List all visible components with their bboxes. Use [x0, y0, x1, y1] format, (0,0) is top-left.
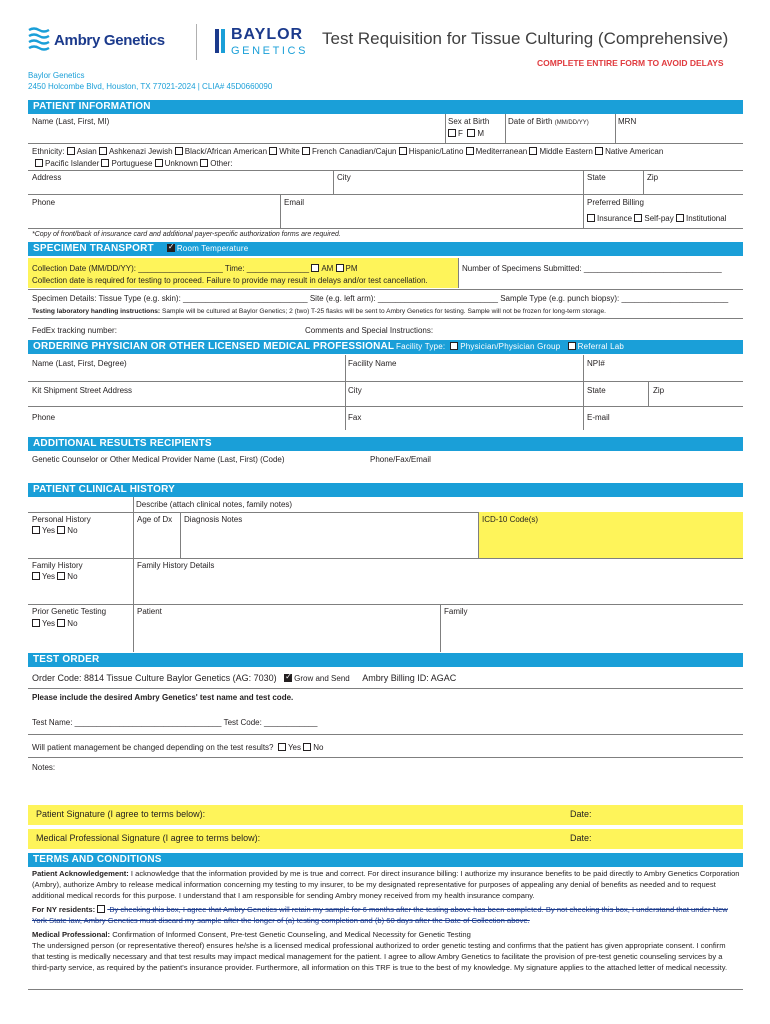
- icd-label: ICD-10 Code(s): [482, 515, 539, 524]
- physician-state-label: State: [587, 386, 606, 395]
- family-no-checkbox[interactable]: [57, 572, 65, 580]
- medical-prof: Medical Professional: Confirmation of Informed Consent, Pre-test Genetic Counseling, and Medical Necessity for Genetic Testing: [32, 930, 471, 939]
- prior-family-label: Family: [444, 607, 468, 616]
- baylor-mark-icon: [215, 29, 225, 53]
- ambry-brand: Ambry Genetics: [54, 32, 165, 49]
- prior-patient-label: Patient: [137, 607, 162, 616]
- baylor-logo: [215, 24, 309, 60]
- alert-text: COMPLETE ENTIRE FORM TO AVOID DELAYS: [537, 58, 724, 68]
- am-checkbox[interactable]: [311, 264, 319, 272]
- physician-fax-label: Fax: [348, 413, 362, 422]
- ambry-wave-icon: [28, 26, 50, 52]
- handling-instructions: Testing laboratory handling instructions: Sample will be cultured at Baylor Genetics; 2 (two) T-25 flasks will be sent to Ambry Genetics for testing. Sample will not be frozen for long-term storage.: [32, 308, 606, 315]
- family-history-label: Family History: [32, 561, 83, 570]
- describe-label: Describe (attach clinical notes, family notes): [136, 500, 293, 509]
- physician-name-label: Name (Last, First, Degree): [32, 359, 127, 368]
- facility-name-label: Facility Name: [348, 359, 397, 368]
- physician-group-checkbox[interactable]: [450, 342, 458, 350]
- include-test-note: Please include the desired Ambry Genetics' test name and test code.: [32, 693, 294, 702]
- baylor-brand-top: BAYLOR: [231, 26, 304, 43]
- billing-insurance-checkbox[interactable]: [587, 214, 595, 222]
- grow-send-checkbox[interactable]: [284, 674, 292, 682]
- baylor-brand-bottom: GENETICS: [231, 45, 309, 57]
- address-label: Address: [32, 173, 62, 182]
- physician-zip-label: Zip: [653, 386, 665, 395]
- patient-date-label: Date:: [570, 809, 592, 819]
- num-specimens[interactable]: Number of Specimens Submitted: _______________________________: [462, 264, 722, 273]
- dob-label: Date of Birth (MM/DD/YY): [508, 117, 589, 126]
- sex-label: Sex at Birth: [448, 117, 490, 126]
- personal-yes-checkbox[interactable]: [32, 526, 40, 534]
- physician-email-label: E-mail: [587, 413, 610, 422]
- test-name-line[interactable]: Test Name: _________________________________ Test Code: ____________: [32, 718, 318, 727]
- medical-text: The undersigned person (or representative thereof) ensures he/she is a licensed medical professional authorized to order genetic testing and confirms that the patient has given appropriate consent. I confirm that testing is medically necessary and that test results may impact medical management for the patient. I agree to allow Ambry Genetics to facilitate the provision of pre-test genetic counseling services by a third-party service, as required by the patient's insurance provider. Furthermore, all information on this TRF is true to the best of my knowledge. My signature applies to the attached letter of medical necessity.: [32, 941, 728, 972]
- collection-required: Collection date is required for testing to proceed. Failure to provide may result in delays and/or test cancellation.: [32, 276, 428, 285]
- prior-yes-checkbox[interactable]: [32, 619, 40, 627]
- collection-date-line[interactable]: Collection Date (MM/DD/YY): ___________________ Time: ______________ AM PM: [32, 264, 358, 273]
- ethnicity-mediterranean-checkbox[interactable]: [466, 147, 474, 155]
- npi-label: NPI#: [587, 359, 605, 368]
- terms-body: [32, 868, 740, 973]
- pm-checkbox[interactable]: [336, 264, 344, 272]
- prior-no-checkbox[interactable]: [57, 619, 65, 627]
- city-label: City: [337, 173, 351, 182]
- ethnicity-ashkenazi-checkbox[interactable]: [99, 147, 107, 155]
- ethnicity-row-2: Pacific Islander Portuguese Unknown Other:: [35, 159, 232, 168]
- mrn-label: MRN: [618, 117, 637, 126]
- billing-selfpay-checkbox[interactable]: [634, 214, 642, 222]
- medical-signature-label: Medical Professional Signature (I agree to terms below):: [36, 833, 261, 843]
- ethnicity-other-checkbox[interactable]: [200, 159, 208, 167]
- sex-f-checkbox[interactable]: [448, 129, 456, 137]
- physician-header: ORDERING PHYSICIAN OR OTHER LICENSED MEDICAL PROFESSIONAL Facility Type: Physician/Physician Group Referral Lab: [28, 340, 743, 354]
- physician-phone-label: Phone: [32, 413, 56, 422]
- ny-residents: For NY residents: By checking this box, I agree that Ambry Genetics will retain my sample for 6 months after the testing above has been completed. By not checking this box, I understand that under New York State law, Ambry Genetics must discard my sample after the longer of (a) testing completion and (b) 60 days after the Date of Collection above.: [32, 905, 728, 925]
- lab-address: 2450 Holcombe Blvd, Houston, TX 77021-2024 | CLIA# 45D0660090: [28, 82, 273, 91]
- specimen-details[interactable]: Specimen Details: Tissue Type (e.g. skin): ____________________________ Site (e.g. left arm): ___________________________ Sample Type (e.g. punch biopsy): ________________________: [32, 294, 729, 303]
- ethnicity-unknown-checkbox[interactable]: [155, 159, 163, 167]
- management-question: Will patient management be changed depending on the test results? Yes No: [32, 743, 324, 752]
- family-details-label: Family History Details: [137, 561, 215, 570]
- notes-label: Notes:: [32, 763, 56, 772]
- email-label: Email: [284, 198, 305, 207]
- counselor-label: Genetic Counselor or Other Medical Provider Name (Last, First) (Code): [32, 455, 285, 464]
- billing-label: Preferred Billing: [587, 198, 644, 207]
- zip-label: Zip: [647, 173, 659, 182]
- diagnosis-notes-label: Diagnosis Notes: [184, 515, 243, 524]
- clinical-header: PATIENT CLINICAL HISTORY: [28, 483, 743, 497]
- prior-yes-no: Yes No: [32, 619, 78, 628]
- referral-lab-checkbox[interactable]: [568, 342, 576, 350]
- ethnicity-row: Ethnicity: Asian Ashkenazi Jewish Black/African American White French Canadian/Cajun Hispanic/Latino Mediterranean Middle Eastern Native American: [32, 147, 664, 156]
- ethnicity-french-checkbox[interactable]: [302, 147, 310, 155]
- terms-header: TERMS AND CONDITIONS: [28, 853, 743, 867]
- age-dx-label: Age of Dx: [137, 515, 173, 524]
- personal-yes-no: Yes No: [32, 526, 78, 535]
- prior-testing-label: Prior Genetic Testing: [32, 607, 107, 616]
- personal-history-label: Personal History: [32, 515, 91, 524]
- phone-label: Phone: [32, 198, 56, 207]
- ethnicity-middle-eastern-checkbox[interactable]: [529, 147, 537, 155]
- management-no-checkbox[interactable]: [303, 743, 311, 751]
- family-yes-no: Yes No: [32, 572, 78, 581]
- ethnicity-black-checkbox[interactable]: [175, 147, 183, 155]
- comments-label: Comments and Special Instructions:: [305, 326, 434, 335]
- recipients-header: ADDITIONAL RESULTS RECIPIENTS: [28, 437, 743, 451]
- kit-address-label: Kit Shipment Street Address: [32, 386, 133, 395]
- personal-no-checkbox[interactable]: [57, 526, 65, 534]
- physician-city-label: City: [348, 386, 362, 395]
- medical-date-label: Date:: [570, 833, 592, 843]
- patient-name-label: Name (Last, First, MI): [32, 117, 110, 126]
- room-temp-checkbox[interactable]: [167, 244, 175, 252]
- ambry-logo: [28, 26, 180, 56]
- billing-options: Insurance Self-pay Institutional: [587, 214, 726, 223]
- sex-options: F M: [448, 129, 484, 138]
- lab-name: Baylor Genetics: [28, 71, 85, 80]
- patient-info-header: PATIENT INFORMATION: [28, 100, 743, 114]
- form-title: Test Requisition for Tissue Culturing (Comprehensive): [322, 29, 729, 48]
- ethnicity-pacific-checkbox[interactable]: [35, 159, 43, 167]
- management-yes-checkbox[interactable]: [278, 743, 286, 751]
- test-order-header: TEST ORDER: [28, 653, 743, 667]
- patient-ack: Patient Acknowledgement: I acknowledge that the information provided by me is true and correct. For direct insurance billing: I authorize my insurance benefits to be paid directly to Ambry Genetics Corporation (Ambry), authorize Ambry to release medical information concerning my testing to my insurer, to be my designated representative for purposes of appealing any denial of benefits as needed and to request additional medical records for this purpose. I understand that I am responsible for sending Ambry money received from my health insurance company.: [32, 869, 740, 900]
- specimen-header: SPECIMEN TRANSPORT ✓ Room Temperature: [28, 242, 743, 256]
- patient-signature-label: Patient Signature (I agree to terms below):: [36, 809, 206, 819]
- ethnicity-asian-checkbox[interactable]: [67, 147, 75, 155]
- sex-m-checkbox[interactable]: [467, 129, 475, 137]
- logo-divider: [196, 24, 197, 60]
- order-code-row: Order Code: 8814 Tissue Culture Baylor Genetics (AG: 7030) ✓ Grow and Send Ambry Billing ID: AGAC: [32, 673, 456, 683]
- ethnicity-white-checkbox[interactable]: [269, 147, 277, 155]
- family-yes-checkbox[interactable]: [32, 572, 40, 580]
- billing-institutional-checkbox[interactable]: [676, 214, 684, 222]
- ny-retain-checkbox[interactable]: [97, 905, 105, 913]
- ethnicity-hispanic-checkbox[interactable]: [399, 147, 407, 155]
- fedex-label: FedEx tracking number:: [32, 326, 117, 335]
- state-label: State: [587, 173, 606, 182]
- ethnicity-native-checkbox[interactable]: [595, 147, 603, 155]
- insurance-note: *Copy of front/back of insurance card and additional payer-specific authorization forms are required.: [32, 231, 341, 238]
- ethnicity-portuguese-checkbox[interactable]: [101, 159, 109, 167]
- recipient-contact-label: Phone/Fax/Email: [370, 455, 431, 464]
